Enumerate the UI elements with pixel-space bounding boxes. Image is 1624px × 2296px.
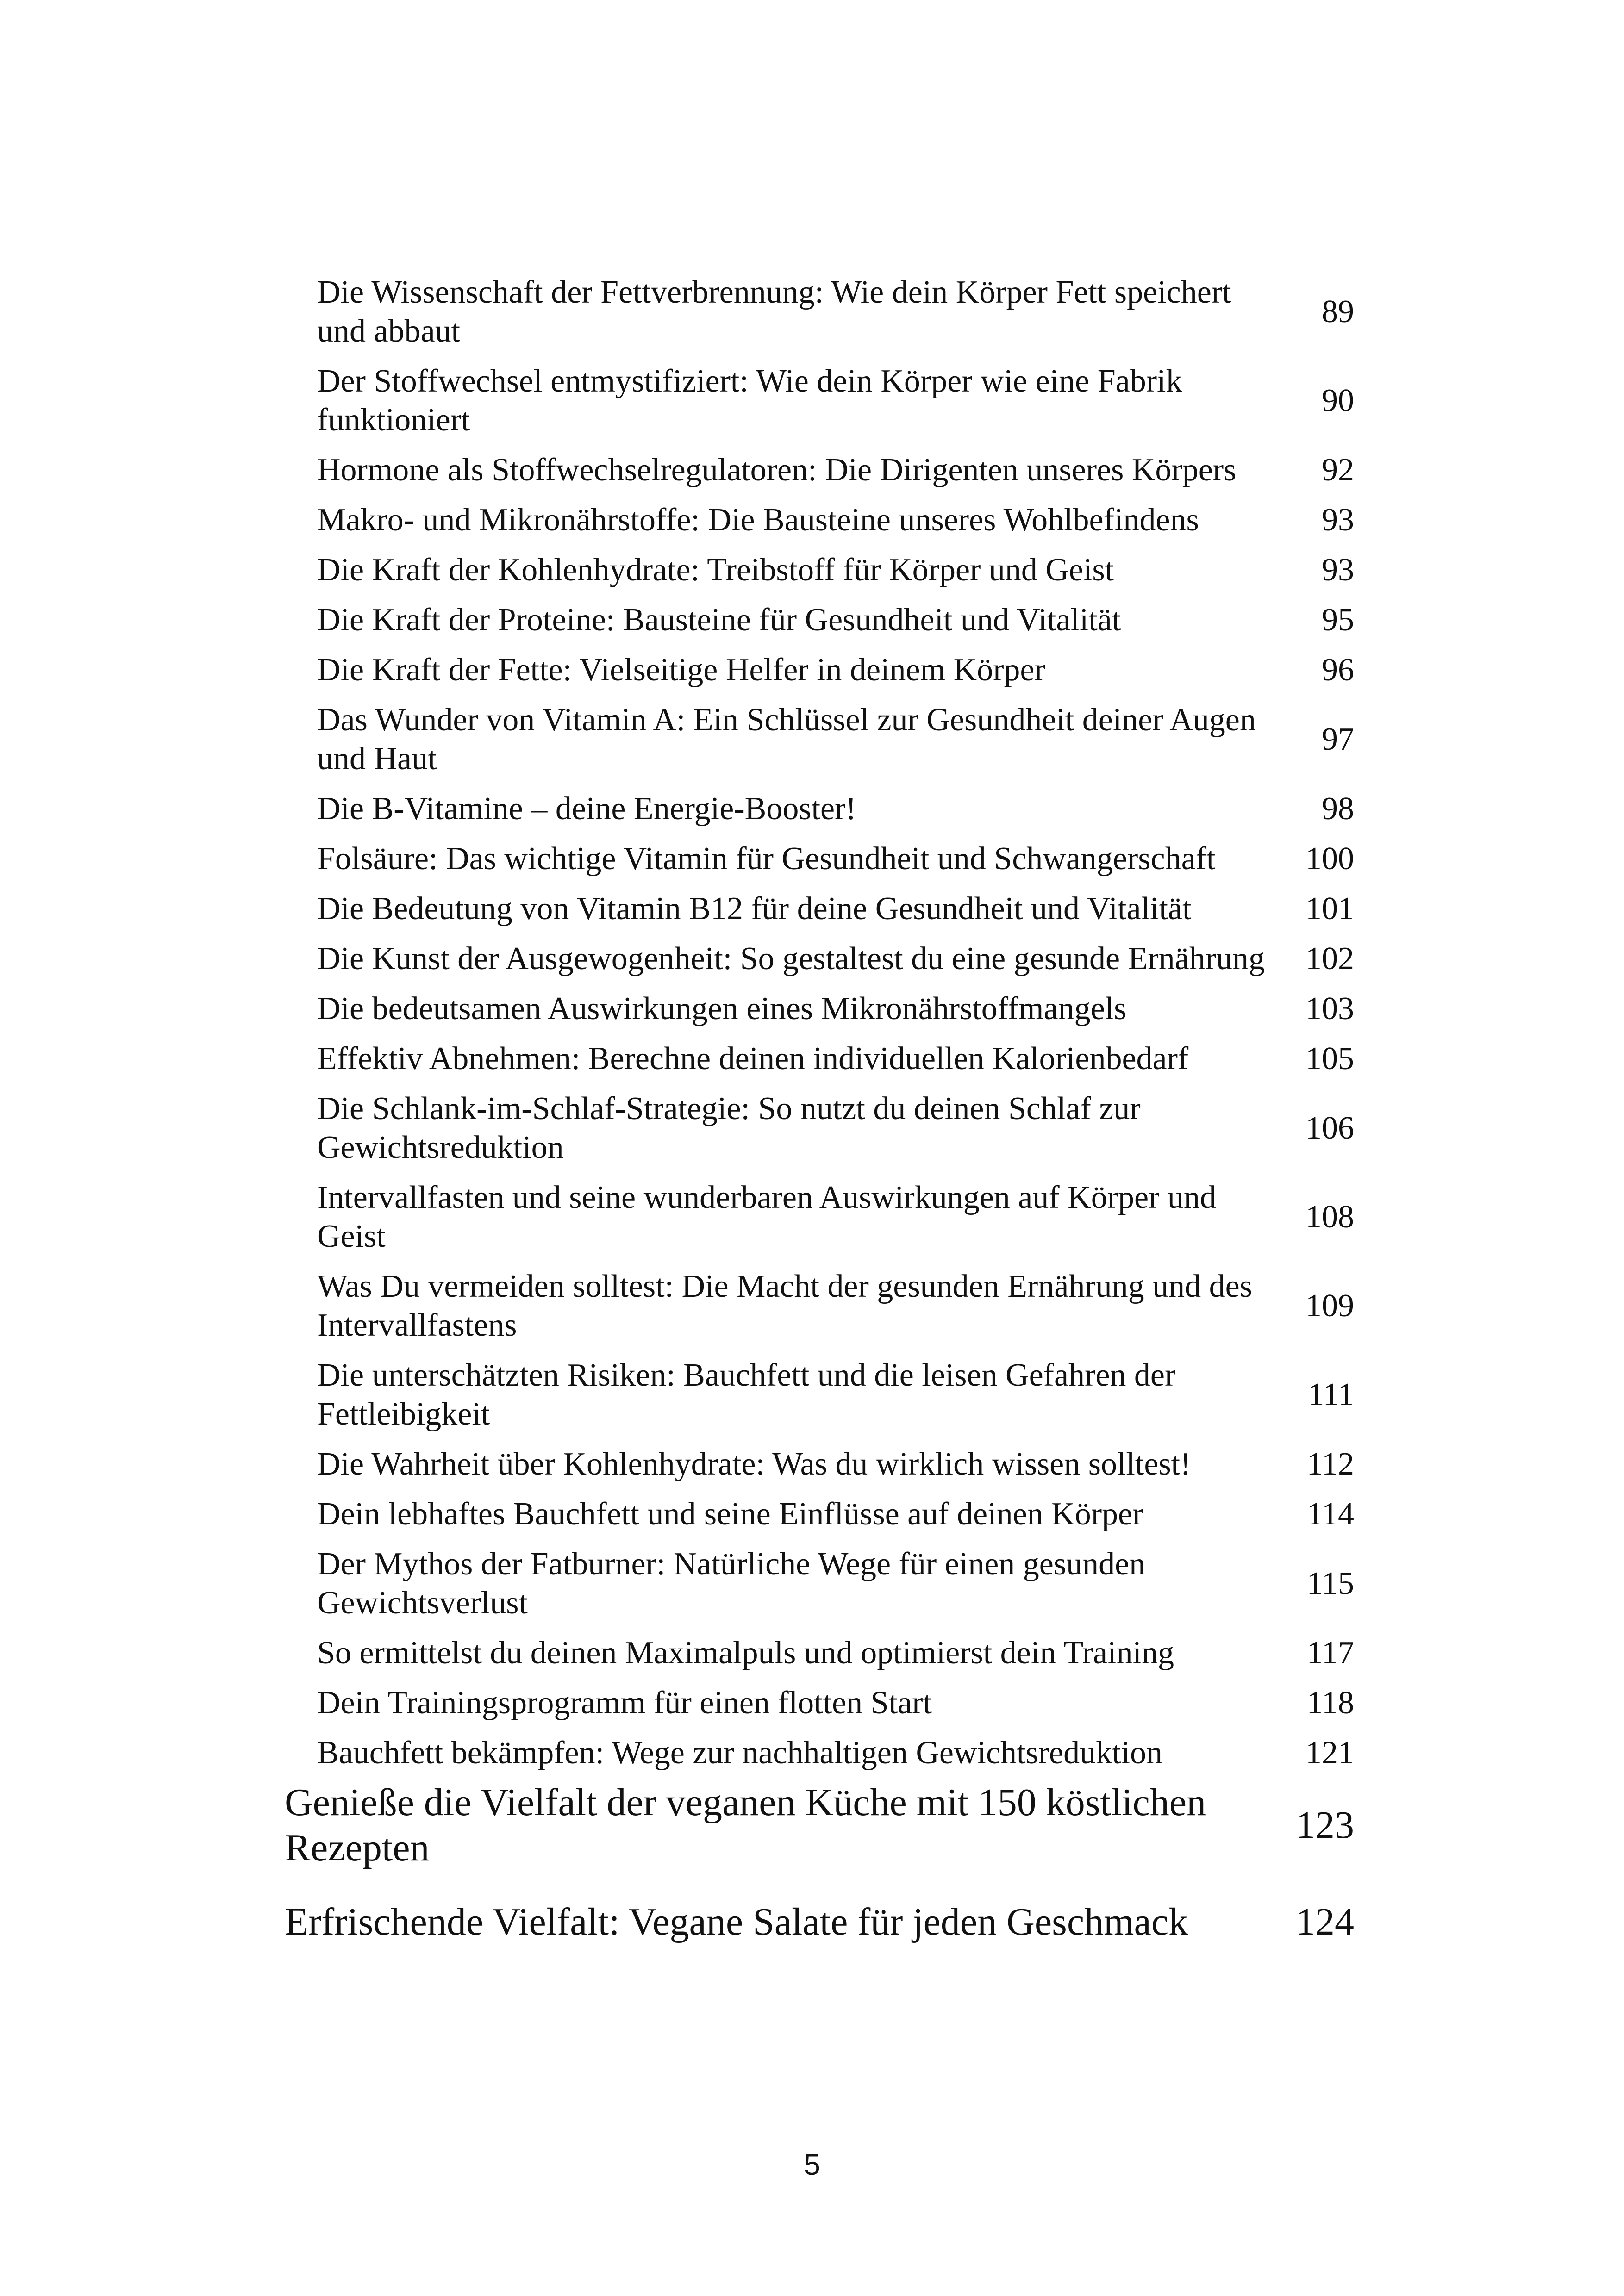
toc-entry-page: 115: [1306, 1566, 1354, 1601]
toc-entry-page: 102: [1305, 941, 1354, 977]
toc-entry-page: 95: [1322, 602, 1354, 638]
toc-entry-title: Die bedeutsamen Auswirkungen eines Mikronährstoffmangels: [317, 991, 1127, 1027]
toc-entry[interactable]: [285, 1267, 1354, 1345]
toc-entry[interactable]: [285, 790, 1354, 828]
toc-entry-page: 92: [1322, 452, 1354, 488]
toc-entry-title: Die Kraft der Fette: Vielseitige Helfer in deinem Körper: [317, 652, 1045, 688]
toc-entry[interactable]: [285, 1734, 1354, 1773]
toc-chapter-page: 123: [1296, 1804, 1354, 1847]
toc-entry-title: Das Wunder von Vitamin A: Ein Schlüssel zur Gesundheit deiner Augen und Haut: [317, 702, 1256, 777]
toc-entry[interactable]: [285, 940, 1354, 978]
toc-entry-title: Hormone als Stoffwechselregulatoren: Die Dirigenten unseres Körpers: [317, 452, 1237, 488]
toc-entry-title: Die B-Vitamine – deine Energie-Booster!: [317, 791, 856, 827]
toc-entry-title: Der Mythos der Fatburner: Natürliche Wege für einen gesunden Gewichtsverlust: [317, 1546, 1146, 1621]
toc-entry[interactable]: [285, 890, 1354, 928]
toc-entry-page: 93: [1322, 502, 1354, 538]
toc-entry-page: 108: [1305, 1199, 1354, 1235]
toc-entry-title: Intervallfasten und seine wunderbaren Auswirkungen auf Körper und Geist: [317, 1180, 1216, 1254]
toc-entry-page: 118: [1306, 1685, 1354, 1721]
toc-entry-title: Die Kraft der Kohlenhydrate: Treibstoff für Körper und Geist: [317, 552, 1114, 588]
toc-chapter-entry[interactable]: [285, 1899, 1354, 1945]
toc-chapter-entry[interactable]: [285, 1780, 1354, 1871]
toc-entry-page: 114: [1306, 1496, 1354, 1532]
toc-entry[interactable]: [285, 1039, 1354, 1078]
toc-chapter-title: Erfrischende Vielfalt: Vegane Salate für jeden Geschmack: [285, 1900, 1188, 1943]
toc-entry-title: Bauchfett bekämpfen: Wege zur nachhaltigen Gewichtsreduktion: [317, 1735, 1163, 1771]
toc-entry-page: 96: [1322, 652, 1354, 688]
toc-entry[interactable]: [285, 601, 1354, 640]
toc-entry[interactable]: [285, 840, 1354, 878]
toc-entry-title: Dein Trainingsprogramm für einen flotten Start: [317, 1685, 932, 1721]
toc-entry[interactable]: [285, 1634, 1354, 1673]
table-of-contents: [285, 273, 1354, 1945]
toc-entry-page: 111: [1308, 1377, 1354, 1412]
toc-entry[interactable]: [285, 1356, 1354, 1434]
toc-entry-title: So ermittelst du deinen Maximalpuls und optimierst dein Training: [317, 1635, 1174, 1671]
toc-entry-title: Makro- und Mikronährstoffe: Die Bausteine unseres Wohlbefindens: [317, 502, 1199, 538]
toc-entry-page: 106: [1305, 1110, 1354, 1146]
toc-entry[interactable]: [285, 1445, 1354, 1484]
toc-entry[interactable]: [285, 1684, 1354, 1723]
toc-chapter-page: 124: [1296, 1900, 1354, 1943]
toc-entry-title: Die unterschätzten Risiken: Bauchfett und die leisen Gefahren der Fettleibigkeit: [317, 1357, 1176, 1432]
toc-entry-title: Die Wahrheit über Kohlenhydrate: Was du wirklich wissen solltest!: [317, 1446, 1191, 1482]
toc-entry-page: 103: [1305, 991, 1354, 1027]
toc-entry-page: 93: [1322, 552, 1354, 588]
toc-chapter-title: Genieße die Vielfalt der veganen Küche mit 150 köstlichen Rezepten: [285, 1781, 1206, 1869]
toc-entry-title: Die Wissenschaft der Fettverbrennung: Wie dein Körper Fett speichert und abbaut: [317, 274, 1231, 349]
toc-entry-page: 101: [1305, 891, 1354, 927]
toc-entry[interactable]: [285, 989, 1354, 1028]
toc-entry-page: 121: [1305, 1735, 1354, 1771]
toc-entry-page: 97: [1322, 722, 1354, 757]
toc-entry-title: Was Du vermeiden solltest: Die Macht der gesunden Ernährung und des Intervallfastens: [317, 1269, 1252, 1343]
toc-entry-page: 100: [1305, 841, 1354, 877]
toc-entry-title: Der Stoffwechsel entmystifiziert: Wie dein Körper wie eine Fabrik funktioniert: [317, 363, 1182, 438]
toc-entry[interactable]: [285, 1178, 1354, 1256]
toc-entry[interactable]: [285, 651, 1354, 690]
toc-entry-page: 89: [1322, 294, 1354, 330]
toc-entry-page: 109: [1305, 1288, 1354, 1324]
toc-entry[interactable]: [285, 1495, 1354, 1534]
toc-entry-title: Die Kraft der Proteine: Bausteine für Gesundheit und Vitalität: [317, 602, 1121, 638]
toc-entry-title: Die Bedeutung von Vitamin B12 für deine Gesundheit und Vitalität: [317, 891, 1192, 927]
toc-entry-page: 105: [1305, 1041, 1354, 1076]
toc-entry[interactable]: [285, 551, 1354, 590]
page-number: 5: [804, 2148, 820, 2181]
toc-entry[interactable]: [285, 273, 1354, 351]
toc-entry-title: Die Schlank-im-Schlaf-Strategie: So nutzt du deinen Schlaf zur Gewichtsreduktion: [317, 1091, 1141, 1165]
toc-entry[interactable]: [285, 701, 1354, 778]
toc-entry[interactable]: [285, 501, 1354, 540]
toc-entry[interactable]: [285, 451, 1354, 490]
toc-entry[interactable]: [285, 1545, 1354, 1623]
toc-entry-page: 90: [1322, 383, 1354, 418]
toc-entry-title: Folsäure: Das wichtige Vitamin für Gesundheit und Schwangerschaft: [317, 841, 1216, 877]
toc-entry[interactable]: [285, 1089, 1354, 1167]
toc-entry-page: 117: [1306, 1635, 1354, 1671]
toc-entry-title: Die Kunst der Ausgewogenheit: So gestaltest du eine gesunde Ernährung: [317, 941, 1265, 977]
toc-entry-page: 98: [1322, 791, 1354, 827]
toc-entry[interactable]: [285, 362, 1354, 440]
toc-entry-page: 112: [1306, 1446, 1354, 1482]
toc-entry-title: Effektiv Abnehmen: Berechne deinen individuellen Kalorienbedarf: [317, 1041, 1189, 1076]
toc-entry-title: Dein lebhaftes Bauchfett und seine Einflüsse auf deinen Körper: [317, 1496, 1143, 1532]
